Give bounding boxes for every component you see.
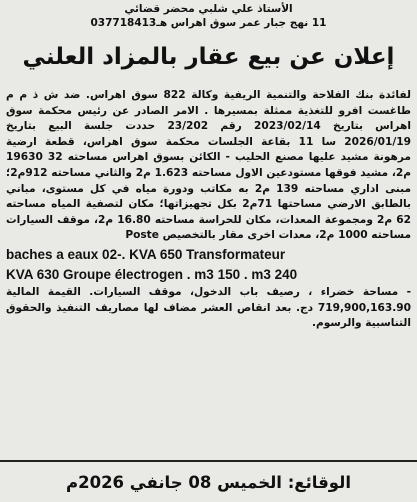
notice-paragraph-value: - مساحة خضراء ، رصيف باب الدخول، موقف السيارات. القيمة المالية 719,900,163.90 دج. بعد انقاص العشر مضاف لها مصاريف التنفيذ والحقوق التناسبية والرسوم. (6, 285, 411, 330)
publication-date: الوقائع: الخميس 08 جانفي 2026م (66, 472, 351, 492)
equipment-line-2: KVA 630 Groupe électrogen . m3 150 . m3 240 (6, 266, 298, 282)
bailiff-header (6, 0, 411, 30)
notice-title: إعلان عن بيع عقار بالمزاد العلني (22, 44, 395, 70)
bailiff-address: 11 نهج جبار عمر سوق اهراس هـ037718413 (90, 17, 327, 29)
equipment-line-1: baches a eaux 02-. KVA 650 Transformateur (6, 246, 286, 262)
newspaper-footer (0, 460, 417, 502)
bailiff-name: الأستاذ علي شلبي محضر قضائي (124, 3, 293, 15)
notice-paragraph-main: لفائدة بنك الفلاحة والتنمية الريفية وكالة 822 سوق اهراس. ضد ش ذ م م طاغست افرو للتغذية ممثلة بمسيرها . الامر الصادر عن رئيس محكمة سوق اهراس بتاريخ 2023/02/14 رقم 23/202 حددت جلسة البيع بتاريخ 2026/01/19 سا 11 بقاعة الجلسات محكمة سوق اهراس، قطعة ارضية مرهونة مشيد عليها مصنع الحليب - الكائن بسوق اهراس مساحته 32 19630 م2، مشيد فوقها مستودعين الاول مساحته 1.623 م2 والثاني مساحته 912م2؛ مبنى اداري مساحته 139 م2 به مكاتب ودورة مياه في كل مستوى، مباني بالطابق الارضي مساحتها 71م2 بكل تجهيزاتها؛ مكان لتصفية المياه مساحته 62 م2 ومجموعة المعدات، مكان للحراسة مساحته 16.80 م2، موقف السيارات مساحته 1000 م2، معدات اخرى مقار بالتخصيص Poste (6, 89, 412, 242)
notice-body (6, 88, 411, 332)
